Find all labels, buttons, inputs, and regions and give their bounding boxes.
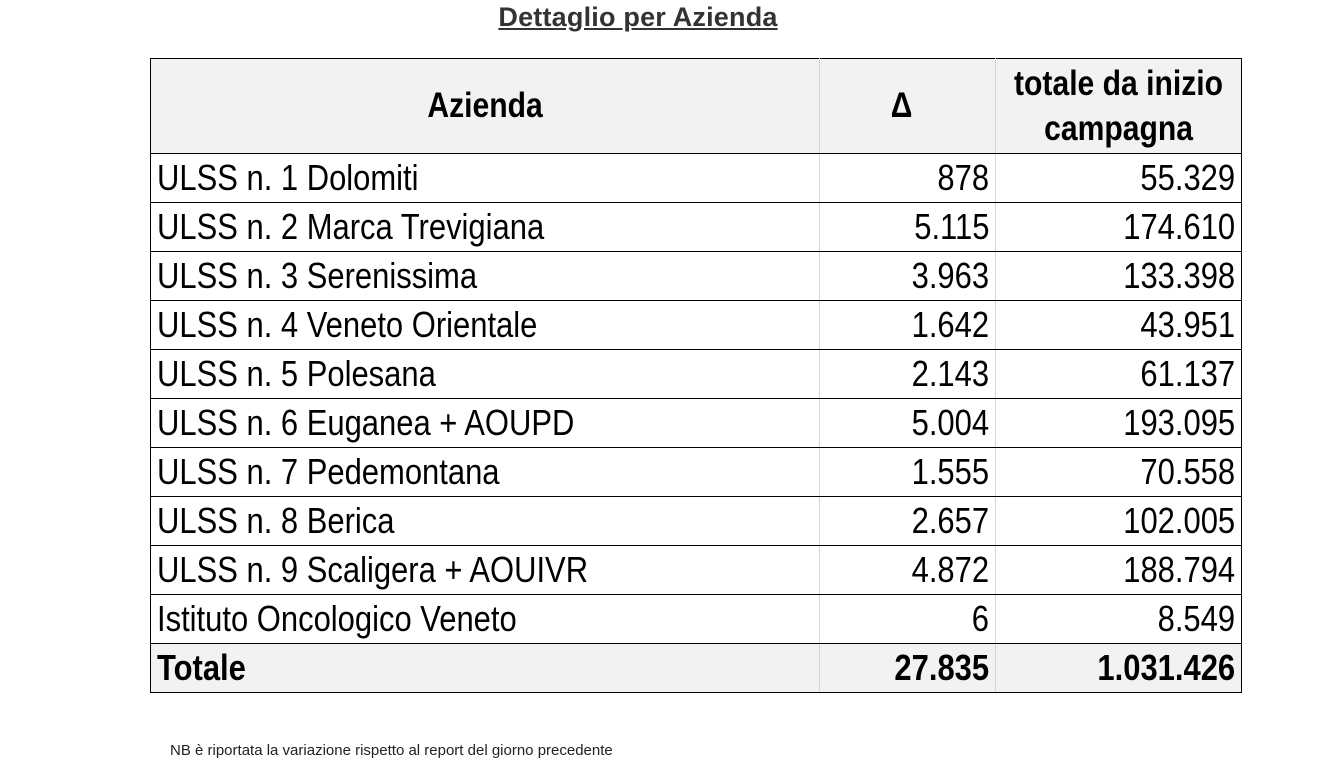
totale-text: 133.398 [1123, 255, 1235, 296]
header-totale [996, 59, 1242, 154]
totale-text: 70.558 [1140, 451, 1235, 492]
delta-text: 1.555 [911, 451, 989, 492]
cell-delta [820, 301, 996, 350]
cell-totale [996, 595, 1242, 644]
totale-text: 55.329 [1140, 157, 1235, 198]
azienda-text: ULSS n. 8 Berica [157, 500, 395, 541]
cell-delta [820, 252, 996, 301]
azienda-text: ULSS n. 7 Pedemontana [157, 451, 500, 492]
cell-delta [820, 154, 996, 203]
cell-totale-label [151, 644, 820, 693]
delta-text: 4.872 [911, 549, 989, 590]
cell-totale [996, 203, 1242, 252]
totale-text: 188.794 [1123, 549, 1235, 590]
azienda-text: ULSS n. 3 Serenissima [157, 255, 478, 296]
table-row [151, 497, 1242, 546]
totale-text: 43.951 [1140, 304, 1235, 345]
delta-text: 3.963 [911, 255, 989, 296]
totale-label-text: Totale [157, 647, 246, 688]
azienda-text: ULSS n. 5 Polesana [157, 353, 436, 394]
cell-azienda [151, 154, 820, 203]
totale-delta-text: 27.835 [894, 647, 989, 688]
delta-text: 2.143 [911, 353, 989, 394]
azienda-text: ULSS n. 2 Marca Trevigiana [157, 206, 545, 247]
total-row [151, 644, 1242, 693]
cell-azienda [151, 203, 820, 252]
cell-delta [820, 399, 996, 448]
cell-totale [996, 350, 1242, 399]
cell-azienda [151, 350, 820, 399]
delta-text: 5.115 [913, 206, 989, 247]
header-azienda-label: Azienda [427, 86, 543, 125]
azienda-text: Istituto Oncologico Veneto [157, 598, 517, 639]
azienda-detail-table [150, 58, 1242, 693]
cell-totale [996, 399, 1242, 448]
cell-totale-delta [820, 644, 996, 693]
totale-text: 61.137 [1140, 353, 1235, 394]
footnote: NB è riportata la variazione rispetto al report del giorno precedente [170, 742, 613, 759]
totale-text: 102.005 [1123, 500, 1235, 541]
cell-delta [820, 497, 996, 546]
cell-azienda [151, 252, 820, 301]
cell-totale [996, 546, 1242, 595]
delta-text: 1.642 [911, 304, 989, 345]
cell-azienda [151, 595, 820, 644]
delta-text: 2.657 [911, 500, 989, 541]
cell-totale [996, 301, 1242, 350]
table-row [151, 154, 1242, 203]
azienda-text: ULSS n. 4 Veneto Orientale [157, 304, 538, 345]
cell-delta [820, 203, 996, 252]
header-delta [820, 59, 996, 154]
header-totale-line1: totale da inizio [1013, 64, 1224, 103]
header-azienda [151, 59, 820, 154]
totale-sum-text: 1.031.426 [1097, 647, 1235, 688]
cell-azienda [151, 399, 820, 448]
table-row [151, 399, 1242, 448]
cell-azienda [151, 301, 820, 350]
delta-text: 6 [971, 598, 989, 639]
cell-azienda [151, 497, 820, 546]
azienda-text: ULSS n. 1 Dolomiti [157, 157, 419, 198]
table-row [151, 546, 1242, 595]
table-row [151, 203, 1242, 252]
cell-totale [996, 252, 1242, 301]
header-delta-label: Δ [890, 86, 913, 125]
totale-text: 193.095 [1123, 402, 1235, 443]
totale-text: 8.549 [1157, 598, 1235, 639]
table-row [151, 595, 1242, 644]
cell-delta [820, 546, 996, 595]
totale-text: 174.610 [1123, 206, 1235, 247]
page-title: Dettaglio per Azienda [498, 2, 778, 32]
header-totale-line2: campagna [1044, 109, 1193, 148]
table-header-row [151, 59, 1242, 154]
cell-totale [996, 497, 1242, 546]
cell-azienda [151, 546, 820, 595]
cell-delta [820, 350, 996, 399]
delta-text: 5.004 [911, 402, 989, 443]
cell-azienda [151, 448, 820, 497]
cell-delta [820, 448, 996, 497]
table-row [151, 301, 1242, 350]
cell-totale [996, 448, 1242, 497]
azienda-text: ULSS n. 6 Euganea + AOUPD [157, 402, 575, 443]
table-row [151, 448, 1242, 497]
delta-text: 878 [937, 157, 989, 198]
cell-totale-sum [996, 644, 1242, 693]
table-row [151, 350, 1242, 399]
cell-totale [996, 154, 1242, 203]
table-row [151, 252, 1242, 301]
cell-delta [820, 595, 996, 644]
azienda-text: ULSS n. 9 Scaligera + AOUIVR [157, 549, 589, 590]
